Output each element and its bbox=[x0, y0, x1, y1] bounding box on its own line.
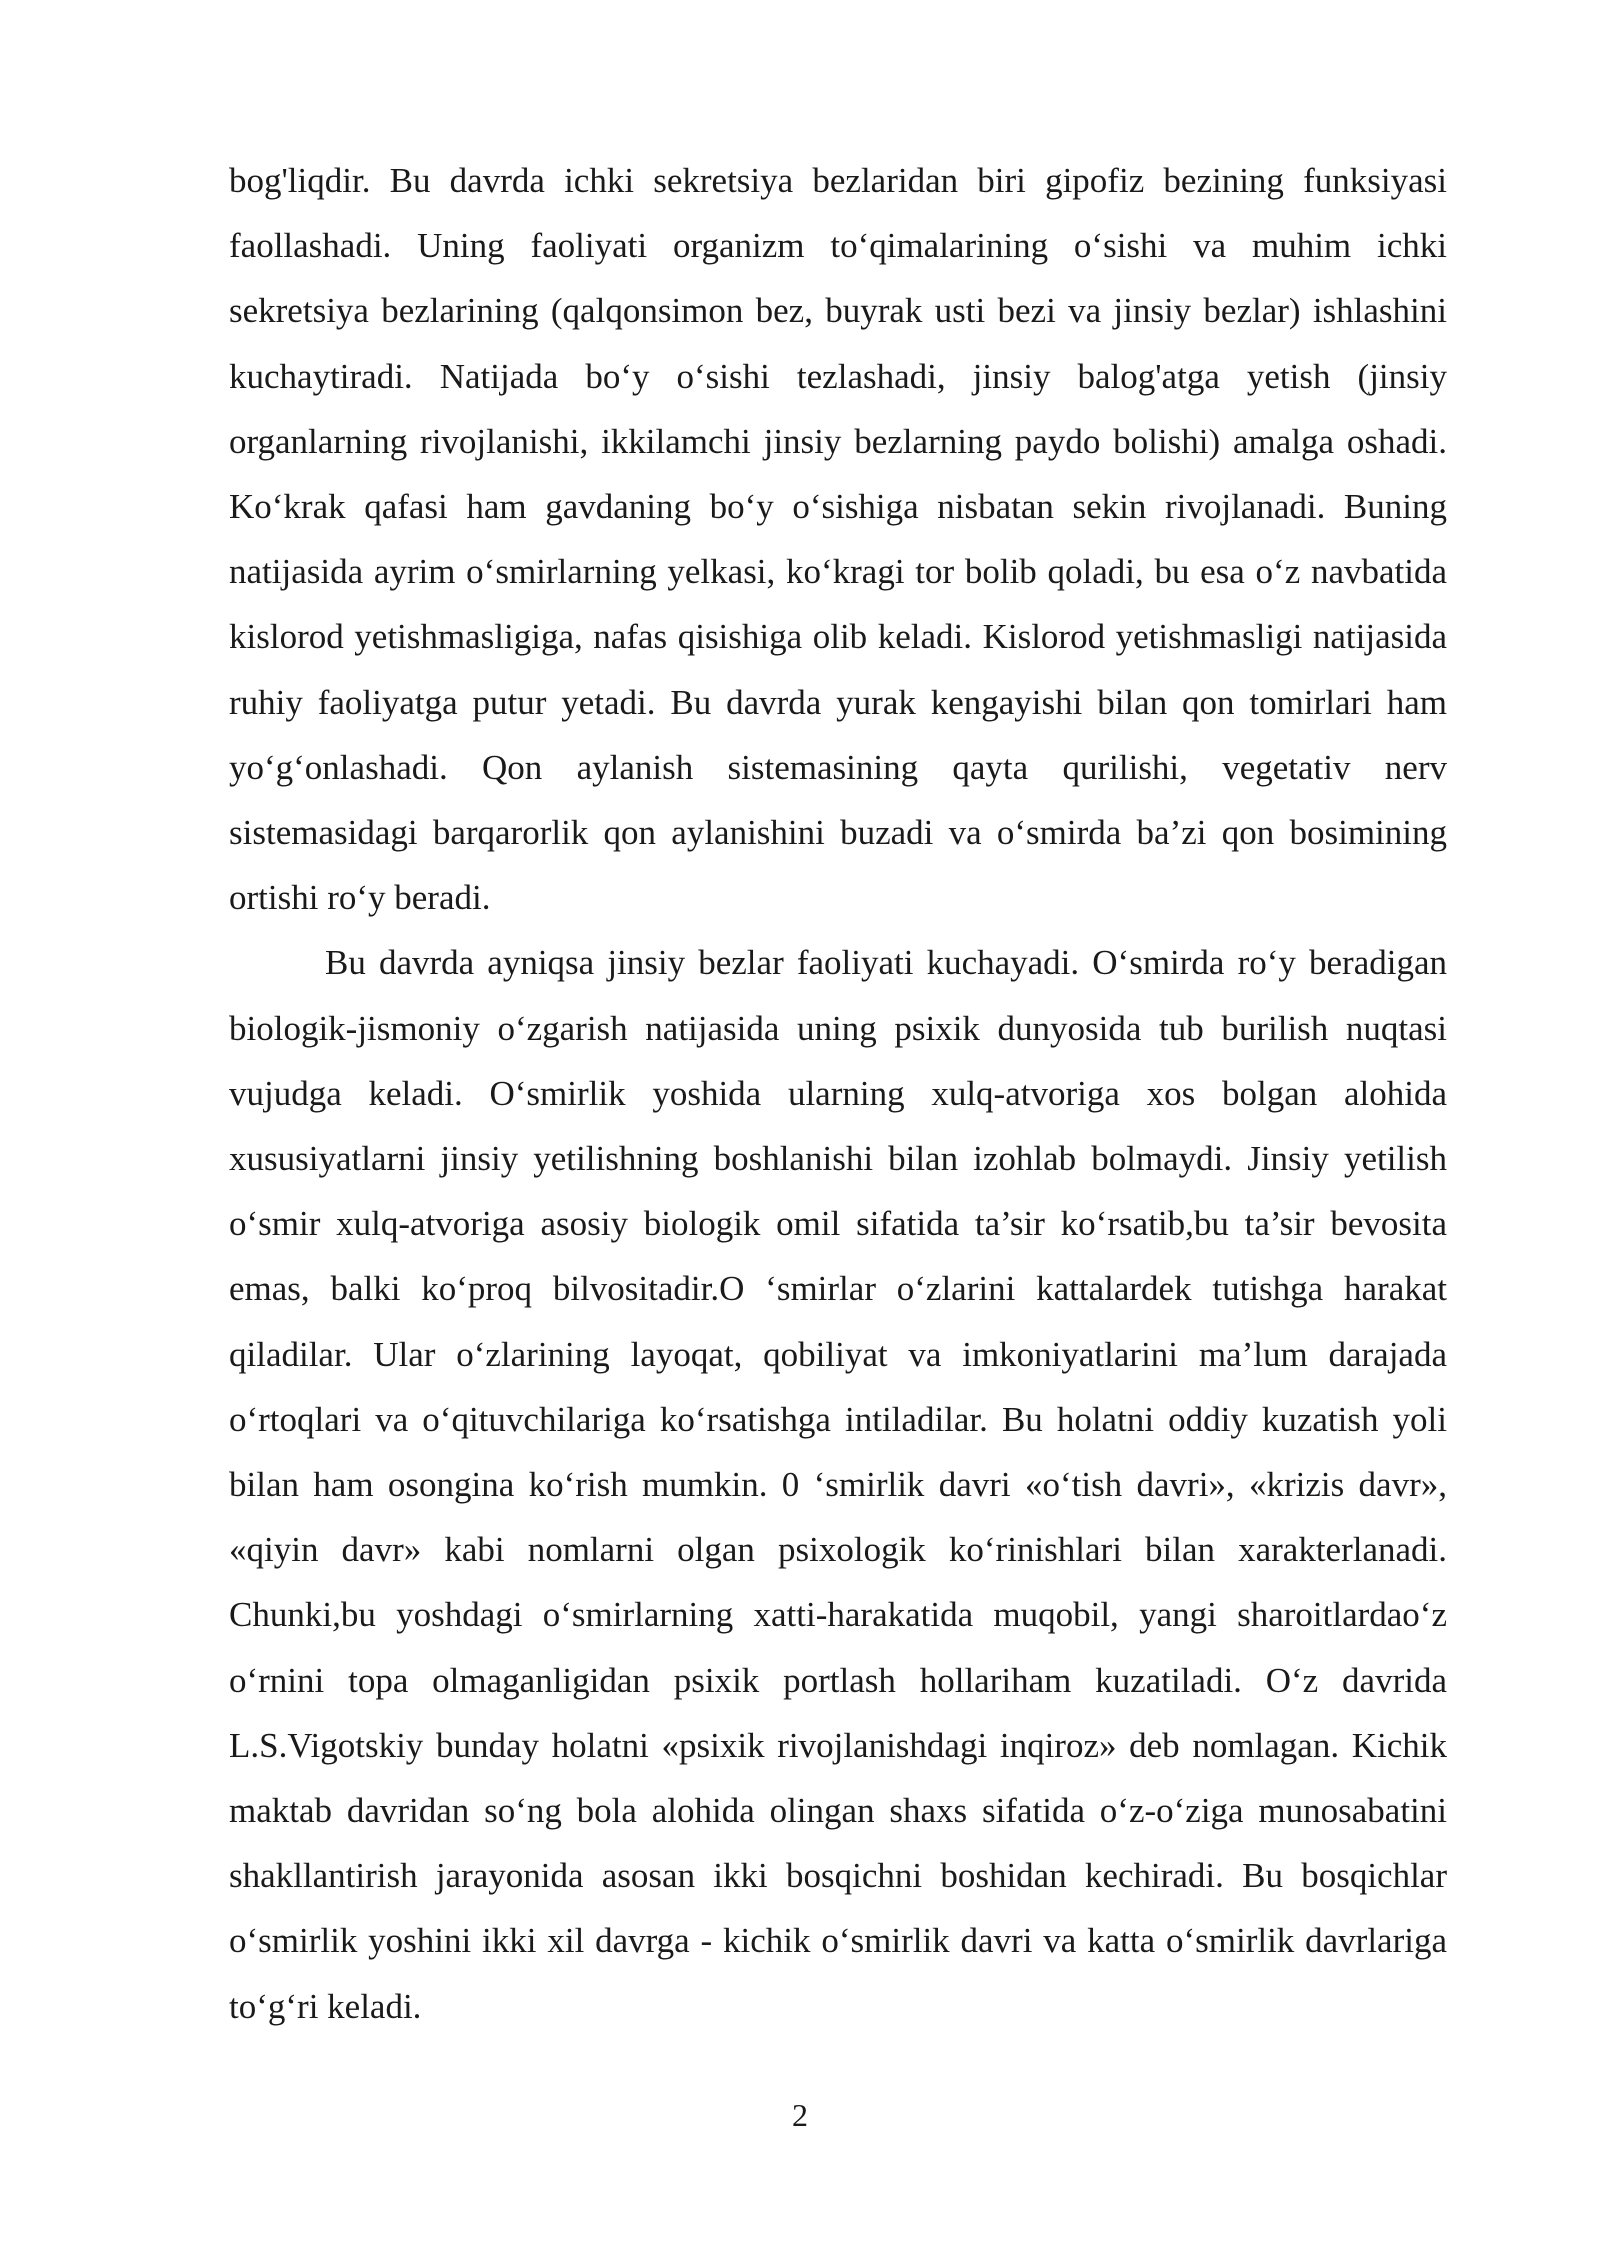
paragraph-2: Bu davrda ayniqsa jinsiy bezlar faoliyati kuchayadi. O‘smirda ro‘y beradigan biologik-jismoniy o‘zgarish natijasida uning psixik dunyosida tub burilish nuqtasi vujudga keladi. O‘smirlik yoshida ularning xulq-atvoriga xos bolgan alohida xususiyatlarni jinsiy yetilishning boshlanishi bilan izohlab bolmaydi. Jinsiy yetilish o‘smir xulq-atvoriga asosiy biologik omil sifatida ta’sir ko‘rsatib,bu ta’sir bevosita emas, balki ko‘proq bilvositadir.O ‘smirlar o‘zlarini kattalardek tutishga harakat qiladilar. Ular o‘zlarining layoqat, qobiliyat va imkoniyatlarini ma’lum darajada o‘rtoqlari va o‘qituvchilariga ko‘rsatishga intiladilar. Bu holatni oddiy kuzatish yoli bilan ham osongina ko‘rish mumkin. 0 ‘smirlik davri «o‘tish davri», «krizis davr», «qiyin davr» kabi nomlarni olgan psixologik ko‘rinishlari bilan xarakterlanadi. Chunki,bu yoshdagi o‘smirlarning xatti-harakatida muqobil, yangi sharoitlardao‘z o‘rnini topa olmaganligidan psixik portlash hollariham kuzatiladi. O‘z davrida L.S.Vigotskiy bunday holatni «psixik rivojlanishdagi inqiroz» deb nomlagan. Kichik maktab davridan so‘ng bola alohida olingan shaxs sifatida o‘z-o‘ziga munosabatini shakllantirish jarayonida asosan ikki bosqichni boshidan kechiradi. Bu bosqichlar o‘smirlik yoshini ikki xil davrga - kichik o‘smirlik davri va katta o‘smirlik davrlariga to‘g‘ri keladi. bbox=[229, 943, 1447, 2026]
body-text bbox=[229, 148, 1447, 2039]
paragraph-1: bog'liqdir. Bu davrda ichki sekretsiya bezlaridan biri gipofiz bezining funksiyasi faollashadi. Uning faoliyati organizm to‘qimalarining o‘sishi va muhim ichki sekretsiya bezlarining (qalqonsimon bez, buyrak usti bezi va jinsiy bezlar) ishlashini kuchaytiradi. Natijada bo‘y o‘sishi tezlashadi, jinsiy balog'atga yetish (jinsiy organlarning rivojlanishi, ikkilamchi jinsiy bezlarning paydo bolishi) amalga oshadi. Ko‘krak qafasi ham gavdaning bo‘y o‘sishiga nisbatan sekin rivojlanadi. Buning natijasida ayrim o‘smirlarning yelkasi, ko‘kragi tor bolib qoladi, bu esa o‘z navbatida kislorod yetishmasligiga, nafas qisishiga olib keladi. Kislorod yetishmasligi natijasida ruhiy faoliyatga putur yetadi. Bu davrda yurak kengayishi bilan qon tomirlari ham yo‘g‘onlashadi. Qon aylanish sistemasining qayta qurilishi, vegetativ nerv sistemasidagi barqarorlik qon aylanishini buzadi va o‘smirda ba’zi qon bosimining ortishi ro‘y beradi. bbox=[229, 161, 1447, 918]
page-number: 2 bbox=[792, 2097, 808, 2133]
